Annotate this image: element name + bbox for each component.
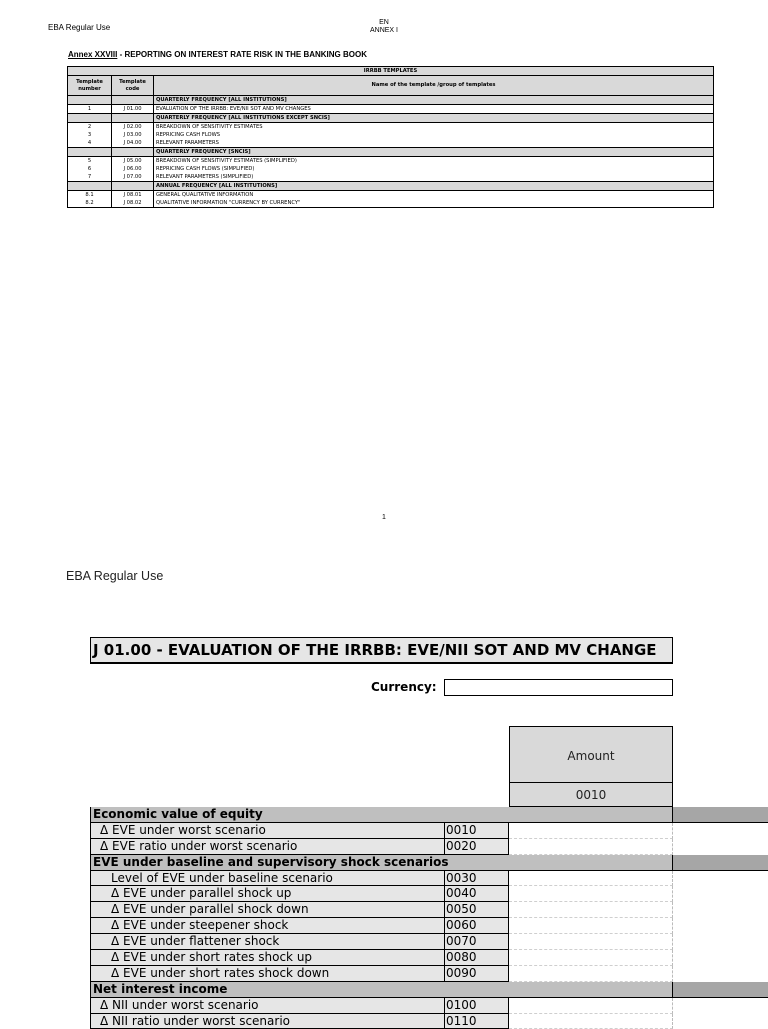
section-blank <box>68 148 112 157</box>
section-label: Economic value of equity <box>90 807 673 823</box>
template-name: REPRICING CASH FLOWS (SIMPLIFIED) <box>154 165 714 173</box>
table-row <box>90 950 768 966</box>
table-row <box>90 823 768 839</box>
row-code: 0020 <box>444 839 509 855</box>
row-label: Δ EVE ratio under worst scenario <box>90 839 444 855</box>
table-row <box>68 139 714 148</box>
table-section-row <box>68 148 714 157</box>
template-number: 7 <box>68 173 112 182</box>
row-code: 0030 <box>444 871 509 887</box>
table-row <box>68 173 714 182</box>
template-title-text: J 01.00 - EVALUATION OF THE IRRBB: EVE/NII SOT AND MV CHANGE <box>93 641 657 659</box>
template-name: EVALUATION OF THE IRRBB: EVE/NII SOT AND MV CHANGES <box>154 105 714 114</box>
amount-cell[interactable] <box>509 918 673 934</box>
row-label: Level of EVE under baseline scenario <box>90 871 444 887</box>
row-code: 0110 <box>444 1014 509 1029</box>
template-code: J 04.00 <box>112 139 154 148</box>
section-blank <box>112 182 154 191</box>
table-row <box>90 886 768 902</box>
amount-cell[interactable] <box>509 871 673 887</box>
template-number: 4 <box>68 139 112 148</box>
template-number: 8.1 <box>68 191 112 200</box>
row-code: 0010 <box>444 823 509 839</box>
amount-cell[interactable] <box>509 1014 673 1029</box>
template-name: RELEVANT PARAMETERS (SIMPLIFIED) <box>154 173 714 182</box>
row-code: 0070 <box>444 934 509 950</box>
page-number: 1 <box>382 514 386 521</box>
template-code: J 08.02 <box>112 199 154 208</box>
table-row <box>90 839 768 855</box>
template-number: 8.2 <box>68 199 112 208</box>
amount-cell[interactable] <box>509 998 673 1014</box>
template-name: GENERAL QUALITATIVE INFORMATION <box>154 191 714 200</box>
section-label: QUARTERLY FREQUENCY [ALL INSTITUTIONS] <box>154 96 714 105</box>
section-row <box>90 807 768 823</box>
row-label: Δ EVE under short rates shock up <box>90 950 444 966</box>
template-code: J 06.00 <box>112 165 154 173</box>
template-name: BREAKDOWN OF SENSITIVITY ESTIMATES <box>154 123 714 132</box>
amount-cell[interactable] <box>509 902 673 918</box>
table-row <box>68 131 714 139</box>
amount-cell[interactable] <box>509 839 673 855</box>
table-row <box>68 157 714 166</box>
section-extension <box>673 855 768 871</box>
page2-header-left: EBA Regular Use <box>66 569 164 583</box>
section-label: ANNUAL FREQUENCY [ALL INSTITUTIONS] <box>154 182 714 191</box>
page1-header-left: EBA Regular Use <box>48 23 111 32</box>
currency-input[interactable] <box>444 679 673 696</box>
table-row <box>90 902 768 918</box>
section-label: EVE under baseline and supervisory shock scenarios <box>90 855 673 871</box>
section-blank <box>68 114 112 123</box>
annex-title-text: - REPORTING ON INTEREST RATE RISK IN THE BANKING BOOK <box>117 50 367 59</box>
row-label: Δ EVE under worst scenario <box>90 823 444 839</box>
table-section-row <box>68 96 714 105</box>
row-code: 0060 <box>444 918 509 934</box>
row-label: Δ EVE under short rates shock down <box>90 966 444 982</box>
annex-number: Annex XXVIII <box>68 50 118 59</box>
section-label: QUARTERLY FREQUENCY [ALL INSTITUTIONS EXCEPT SNCIS] <box>154 114 714 123</box>
table-row <box>68 105 714 114</box>
table-row <box>90 918 768 934</box>
table-row <box>90 1014 768 1029</box>
row-label: Δ EVE under steepener shock <box>90 918 444 934</box>
section-row <box>90 982 768 998</box>
section-row <box>90 855 768 871</box>
row-label: Δ NII ratio under worst scenario <box>90 1014 444 1029</box>
template-name: QUALITATIVE INFORMATION "CURRENCY BY CURRENCY" <box>154 199 714 208</box>
template-code: J 01.00 <box>112 105 154 114</box>
table-row <box>68 191 714 200</box>
amount-cell[interactable] <box>509 950 673 966</box>
section-blank <box>112 148 154 157</box>
table-row <box>68 199 714 208</box>
amount-cell[interactable] <box>509 966 673 982</box>
row-label: Δ EVE under parallel shock up <box>90 886 444 902</box>
currency-label: Currency: <box>371 680 437 694</box>
row-code: 0040 <box>444 886 509 902</box>
section-extension <box>673 982 768 998</box>
templates-table <box>67 66 714 208</box>
table-row <box>90 934 768 950</box>
section-label: QUARTERLY FREQUENCY [SNCIS] <box>154 148 714 157</box>
table-section-row <box>68 114 714 123</box>
row-code: 0090 <box>444 966 509 982</box>
row-label: Δ EVE under parallel shock down <box>90 902 444 918</box>
amount-column-header: Amount <box>509 726 673 782</box>
template-code: J 05.00 <box>112 157 154 166</box>
template-name: REPRICING CASH FLOWS <box>154 131 714 139</box>
language-code: EN <box>379 19 389 26</box>
amount-cell[interactable] <box>509 823 673 839</box>
template-code: J 03.00 <box>112 131 154 139</box>
row-code: 0100 <box>444 998 509 1014</box>
row-label: Δ NII under worst scenario <box>90 998 444 1014</box>
section-label: Net interest income <box>90 982 673 998</box>
table-section-row <box>68 182 714 191</box>
amount-cell[interactable] <box>509 934 673 950</box>
template-code: J 02.00 <box>112 123 154 132</box>
col-header-name: Name of the template /group of templates <box>154 76 714 96</box>
table-row <box>68 165 714 173</box>
template-number: 1 <box>68 105 112 114</box>
eve-nii-rows <box>90 807 768 1029</box>
template-name: RELEVANT PARAMETERS <box>154 139 714 148</box>
row-label: Δ EVE under flattener shock <box>90 934 444 950</box>
section-blank <box>68 96 112 105</box>
template-number: 5 <box>68 157 112 166</box>
row-code: 0050 <box>444 902 509 918</box>
template-number: 2 <box>68 123 112 132</box>
section-blank <box>112 96 154 105</box>
template-name: BREAKDOWN OF SENSITIVITY ESTIMATES (SIMPLIFIED) <box>154 157 714 166</box>
table-title: IRRBB TEMPLATES <box>68 67 714 76</box>
page1-header-center <box>360 19 408 35</box>
template-code: J 07.00 <box>112 173 154 182</box>
section-extension <box>673 807 768 823</box>
table-row <box>68 123 714 132</box>
amount-column-code: 0010 <box>509 782 673 807</box>
table-row <box>90 998 768 1014</box>
amount-cell[interactable] <box>509 886 673 902</box>
table-row <box>90 871 768 887</box>
row-code: 0080 <box>444 950 509 966</box>
template-title <box>90 637 673 664</box>
table-row <box>90 966 768 982</box>
annex-label-small: ANNEX I <box>369 27 398 34</box>
col-header-number: Template number <box>68 76 112 96</box>
template-number: 3 <box>68 131 112 139</box>
annex-heading <box>68 50 367 59</box>
template-code: J 08.01 <box>112 191 154 200</box>
section-blank <box>112 114 154 123</box>
template-number: 6 <box>68 165 112 173</box>
col-header-code: Template code <box>112 76 154 96</box>
section-blank <box>68 182 112 191</box>
